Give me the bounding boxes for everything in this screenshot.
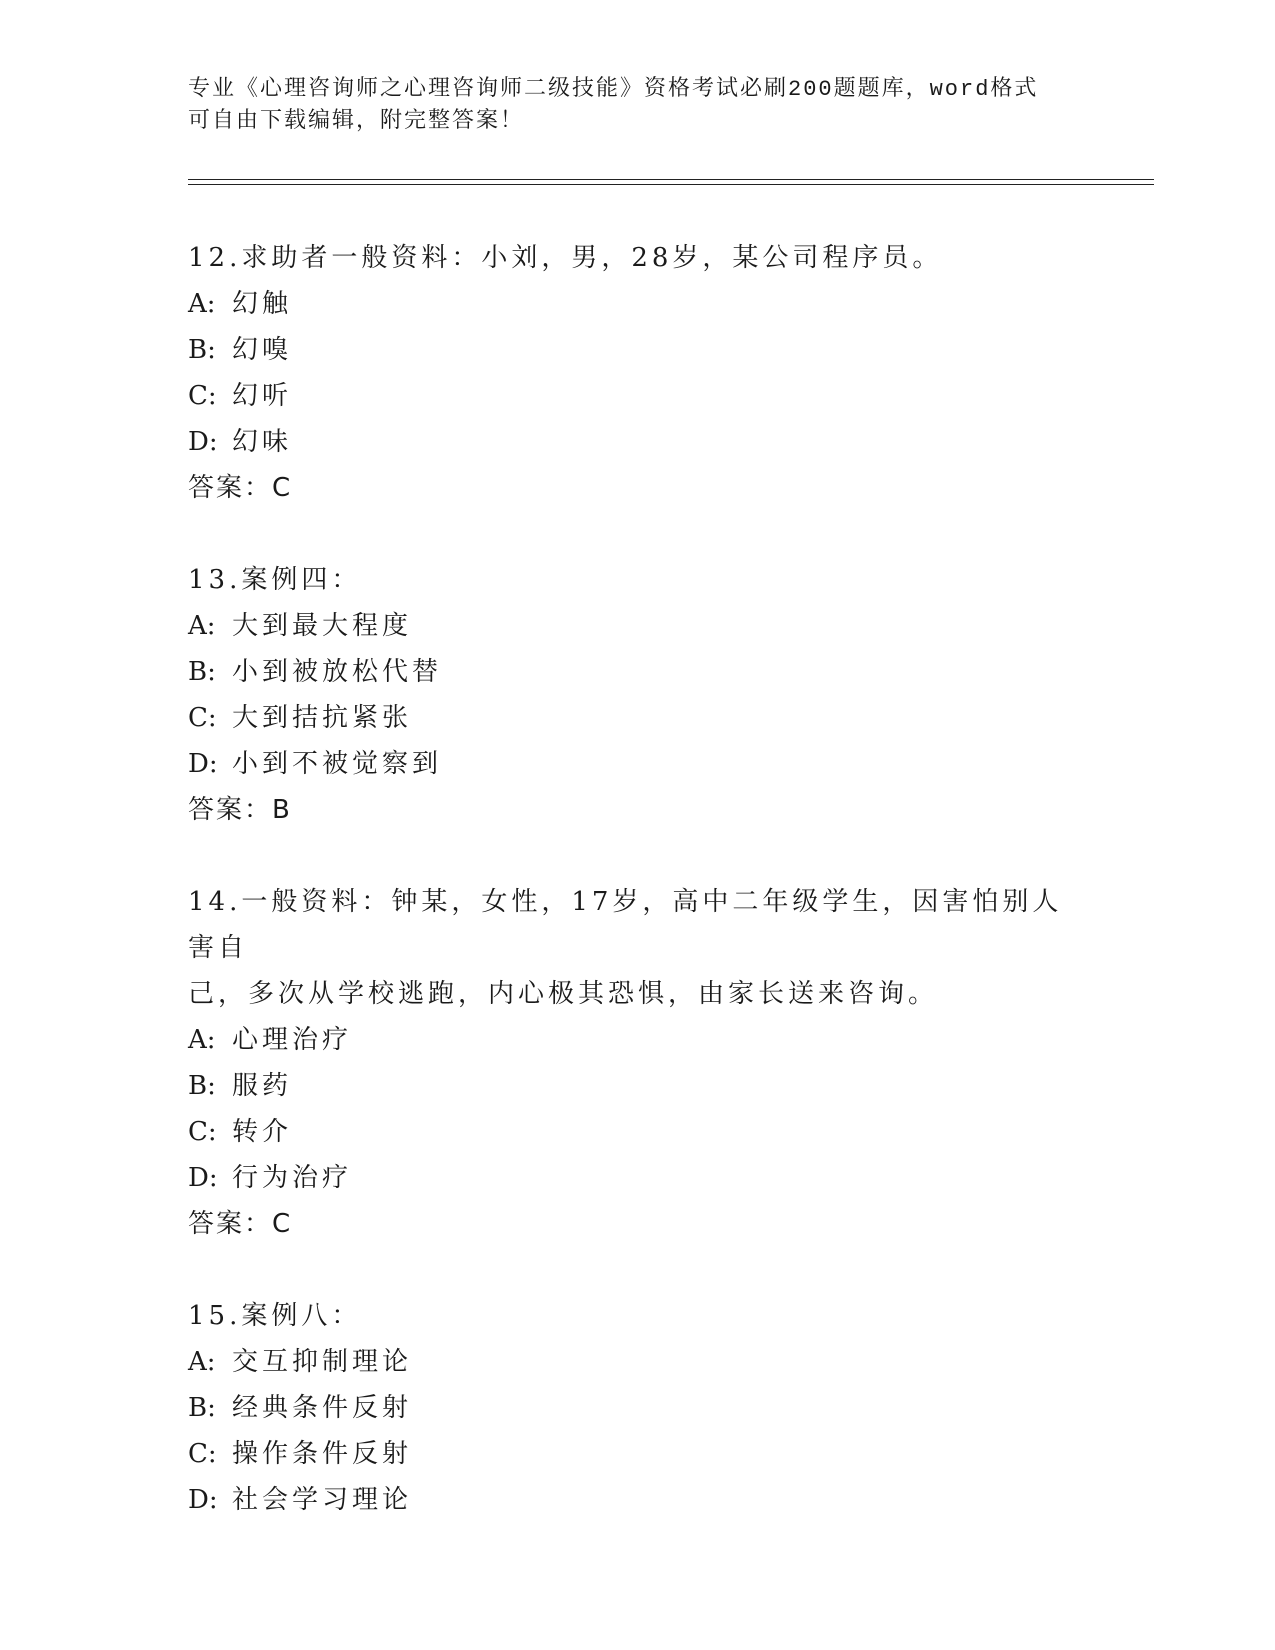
option-text: 转介 [232,1117,293,1147]
option-c [188,695,1088,741]
option-a [188,1017,1088,1063]
option-a [188,281,1088,327]
option-b [188,1063,1088,1109]
option-label: C: [188,381,217,411]
option-label: B: [188,657,216,687]
option-text: 大到拮抗紧张 [232,703,413,733]
answer-line: 答案：C [188,1209,293,1239]
option-b [188,327,1088,373]
document-header [188,74,1088,138]
option-text: 幻听 [232,381,293,411]
question-list [188,235,1088,1523]
answer-line: 答案：C [188,473,293,503]
question-12 [188,235,1088,511]
option-label: A: [188,289,216,319]
option-label: D: [188,427,218,457]
option-text: 幻嗅 [232,335,293,365]
question-title-line-1: 14.一般资料：钟某，女性，17岁，高中二年级学生，因害怕别人害自 [188,887,1063,963]
option-text: 交互抑制理论 [232,1347,413,1377]
spacer [188,833,1088,879]
spacer [188,511,1088,557]
question-title: 13.案例四： [188,565,362,595]
option-text: 幻味 [232,427,293,457]
option-text: 经典条件反射 [232,1393,413,1423]
option-a [188,603,1088,649]
option-label: A: [188,1025,216,1055]
header-line-1: 专业《心理咨询师之心理咨询师二级技能》资格考试必刷200题题库，word格式 [188,77,1039,102]
option-label: D: [188,749,218,779]
option-label: B: [188,335,216,365]
header-divider-bottom [188,184,1154,185]
option-c [188,373,1088,419]
option-d [188,741,1088,787]
option-text: 幻触 [232,289,293,319]
question-13 [188,557,1088,833]
option-d [188,419,1088,465]
option-label: A: [188,1347,216,1377]
option-label: B: [188,1071,216,1101]
option-text: 小到被放松代替 [232,657,443,687]
option-label: B: [188,1393,216,1423]
option-label: A: [188,611,216,641]
option-b [188,649,1088,695]
question-title: 15.案例八： [188,1301,362,1331]
option-d [188,1155,1088,1201]
header-divider-top [188,179,1154,180]
option-text: 行为治疗 [232,1163,353,1193]
option-c [188,1431,1088,1477]
question-14 [188,879,1088,1247]
option-text: 操作条件反射 [232,1439,413,1469]
spacer [188,1247,1088,1293]
option-text: 小到不被觉察到 [232,749,443,779]
option-c [188,1109,1088,1155]
option-text: 大到最大程度 [232,611,413,641]
question-15 [188,1293,1088,1523]
option-label: C: [188,1439,217,1469]
option-label: D: [188,1485,218,1515]
option-label: D: [188,1163,218,1193]
question-title-line-2: 己，多次从学校逃跑，内心极其恐惧，由家长送来咨询。 [188,979,939,1009]
option-b [188,1385,1088,1431]
question-title: 12.求助者一般资料：小刘，男，28岁，某公司程序员。 [188,243,943,273]
header-line-2: 可自由下载编辑，附完整答案！ [188,109,525,134]
option-label: C: [188,703,217,733]
answer-line: 答案：B [188,795,292,825]
option-text: 社会学习理论 [232,1485,413,1515]
option-label: C: [188,1117,217,1147]
option-text: 心理治疗 [232,1025,353,1055]
option-d [188,1477,1088,1523]
option-a [188,1339,1088,1385]
option-text: 服药 [232,1071,293,1101]
